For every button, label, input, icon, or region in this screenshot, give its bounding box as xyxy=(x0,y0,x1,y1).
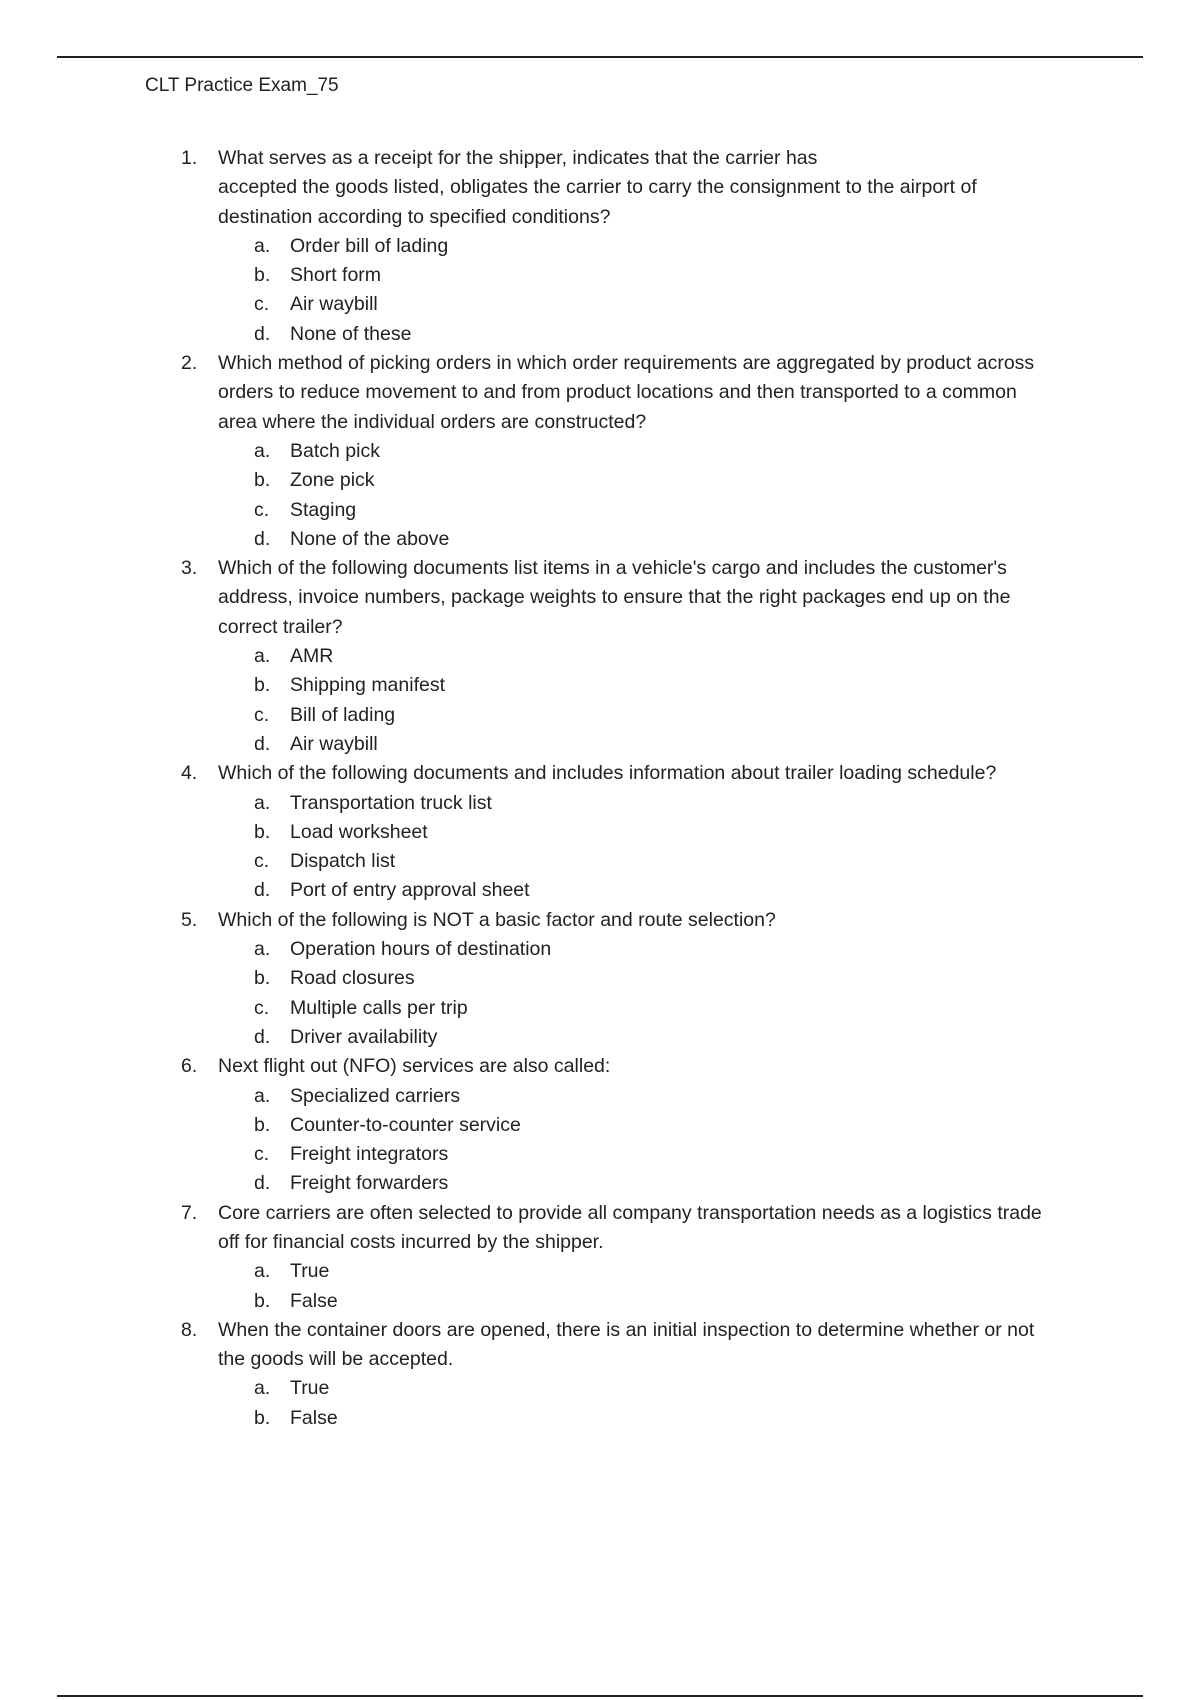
option-d[interactable] xyxy=(181,525,1101,554)
option-text: Order bill of lading xyxy=(290,234,449,257)
option-c[interactable] xyxy=(181,290,1101,319)
option-d[interactable] xyxy=(181,1169,1101,1198)
footer-rule xyxy=(57,1695,1143,1697)
option-text: Port of entry approval sheet xyxy=(290,879,530,902)
option-d[interactable] xyxy=(181,730,1101,759)
option-letter: d. xyxy=(254,1025,271,1048)
option-letter: b. xyxy=(254,967,271,990)
question-number: 8. xyxy=(181,1318,198,1341)
option-c[interactable] xyxy=(181,1140,1101,1169)
option-text: True xyxy=(290,1260,330,1283)
option-letter: a. xyxy=(254,1260,271,1283)
option-letter: d. xyxy=(254,527,271,550)
question-text: Which of the following documents and includes information about trailer loading schedule? xyxy=(218,762,997,785)
option-letter: b. xyxy=(254,264,271,287)
question-text: Next flight out (NFO) services are also called: xyxy=(218,1055,611,1078)
option-text: Staging xyxy=(290,498,357,521)
option-list xyxy=(181,642,1101,759)
option-d[interactable] xyxy=(181,1023,1101,1052)
question-text: Which of the following documents list items in a vehicle's cargo and includes the customer's address, invoice numbers, package weights to ensure that the right packages end up on the correct trailer? xyxy=(218,557,1011,638)
option-text: Counter-to-counter service xyxy=(290,1113,521,1136)
question-number: 2. xyxy=(181,352,198,375)
option-b[interactable] xyxy=(181,1404,1101,1433)
option-letter: b. xyxy=(254,1406,271,1429)
option-c[interactable] xyxy=(181,994,1101,1023)
option-text: True xyxy=(290,1377,330,1400)
option-text: Load worksheet xyxy=(290,820,428,843)
option-text: Short form xyxy=(290,264,382,287)
option-text: Driver availability xyxy=(290,1025,438,1048)
question-5 xyxy=(181,906,1101,1052)
option-letter: d. xyxy=(254,1172,271,1195)
option-b[interactable] xyxy=(181,671,1101,700)
option-letter: a. xyxy=(254,645,271,668)
option-letter: a. xyxy=(254,791,271,814)
option-letter: b. xyxy=(254,820,271,843)
option-d[interactable] xyxy=(181,876,1101,905)
option-list xyxy=(181,1257,1101,1316)
option-b[interactable] xyxy=(181,964,1101,993)
option-list xyxy=(181,437,1101,554)
option-letter: d. xyxy=(254,732,271,755)
option-list xyxy=(181,789,1101,906)
question-number: 3. xyxy=(181,557,198,580)
option-text: Shipping manifest xyxy=(290,674,446,697)
option-letter: a. xyxy=(254,439,271,462)
question-text: When the container doors are opened, there is an initial inspection to determine whether or not the goods will be accepted. xyxy=(218,1318,1035,1371)
option-letter: b. xyxy=(254,1289,271,1312)
question-7 xyxy=(181,1199,1101,1316)
option-a[interactable] xyxy=(181,642,1101,671)
option-text: Specialized carriers xyxy=(290,1084,461,1107)
question-number: 1. xyxy=(181,147,198,169)
option-letter: a. xyxy=(254,1084,271,1107)
question-4 xyxy=(181,759,1101,905)
option-text: None of these xyxy=(290,322,412,345)
option-letter: a. xyxy=(254,234,271,257)
option-letter: d. xyxy=(254,879,271,902)
option-text: Zone pick xyxy=(290,469,375,492)
option-text: Transportation truck list xyxy=(290,791,492,814)
option-text: Freight integrators xyxy=(290,1143,449,1166)
option-c[interactable] xyxy=(181,701,1101,730)
option-letter: a. xyxy=(254,1377,271,1400)
option-letter: c. xyxy=(254,703,270,726)
question-number: 6. xyxy=(181,1055,198,1078)
option-text: Air waybill xyxy=(290,293,378,316)
option-text: AMR xyxy=(290,645,334,668)
question-number: 7. xyxy=(181,1201,198,1224)
option-b[interactable] xyxy=(181,1111,1101,1140)
option-letter: d. xyxy=(254,322,271,345)
option-letter: c. xyxy=(254,498,270,521)
header-rule xyxy=(57,56,1143,58)
option-list xyxy=(181,935,1101,1052)
option-text: False xyxy=(290,1289,338,1312)
option-text: Operation hours of destination xyxy=(290,938,552,961)
option-b[interactable] xyxy=(181,261,1101,290)
option-letter: b. xyxy=(254,1113,271,1136)
option-letter: b. xyxy=(254,674,271,697)
option-text: Batch pick xyxy=(290,439,380,462)
option-b[interactable] xyxy=(181,466,1101,495)
option-text: Multiple calls per trip xyxy=(290,996,468,1019)
option-text: None of the above xyxy=(290,527,450,550)
question-text: What serves as a receipt for the shipper, indicates that the carrier has accepted the goods listed, obligates the carrier to carry the consignment to the airport of destination according to specified conditions? xyxy=(218,147,977,228)
question-8 xyxy=(181,1316,1101,1433)
option-letter: c. xyxy=(254,996,270,1019)
option-a[interactable] xyxy=(181,935,1101,964)
option-b[interactable] xyxy=(181,1287,1101,1316)
option-c[interactable] xyxy=(181,847,1101,876)
option-letter: b. xyxy=(254,469,271,492)
option-list xyxy=(181,1082,1101,1199)
option-text: False xyxy=(290,1406,338,1429)
option-letter: a. xyxy=(254,938,271,961)
question-6 xyxy=(181,1052,1101,1198)
question-text: Which method of picking orders in which order requirements are aggregated by product across orders to reduce movement to and from product locations and then transported to a common area where the individual orders are constructed? xyxy=(218,352,1035,433)
option-list xyxy=(181,1374,1101,1433)
option-letter: c. xyxy=(254,1143,270,1166)
option-a[interactable] xyxy=(181,1374,1101,1403)
option-d[interactable] xyxy=(181,320,1101,349)
option-a[interactable] xyxy=(181,437,1101,466)
question-3 xyxy=(181,554,1101,759)
option-text: Bill of lading xyxy=(290,703,396,726)
option-text: Dispatch list xyxy=(290,850,396,873)
question-text: Which of the following is NOT a basic factor and route selection? xyxy=(218,908,776,931)
option-text: Air waybill xyxy=(290,732,378,755)
question-2 xyxy=(181,349,1101,554)
option-letter: c. xyxy=(254,850,270,873)
question-1 xyxy=(181,144,1101,349)
option-text: Freight forwarders xyxy=(290,1172,449,1195)
question-text: Core carriers are often selected to provide all company transportation needs as a logistics trade off for financial costs incurred by the shipper. xyxy=(218,1201,1042,1253)
page-title: CLT Practice Exam_75 xyxy=(145,75,339,96)
option-a[interactable] xyxy=(181,232,1101,261)
question-number: 4. xyxy=(181,762,198,785)
question-list xyxy=(181,144,1101,1433)
option-a[interactable] xyxy=(181,789,1101,818)
option-b[interactable] xyxy=(181,818,1101,847)
option-a[interactable] xyxy=(181,1257,1101,1286)
option-list xyxy=(181,232,1101,349)
question-number: 5. xyxy=(181,908,198,931)
option-letter: c. xyxy=(254,293,270,316)
option-text: Road closures xyxy=(290,967,415,990)
option-c[interactable] xyxy=(181,496,1101,525)
option-a[interactable] xyxy=(181,1082,1101,1111)
